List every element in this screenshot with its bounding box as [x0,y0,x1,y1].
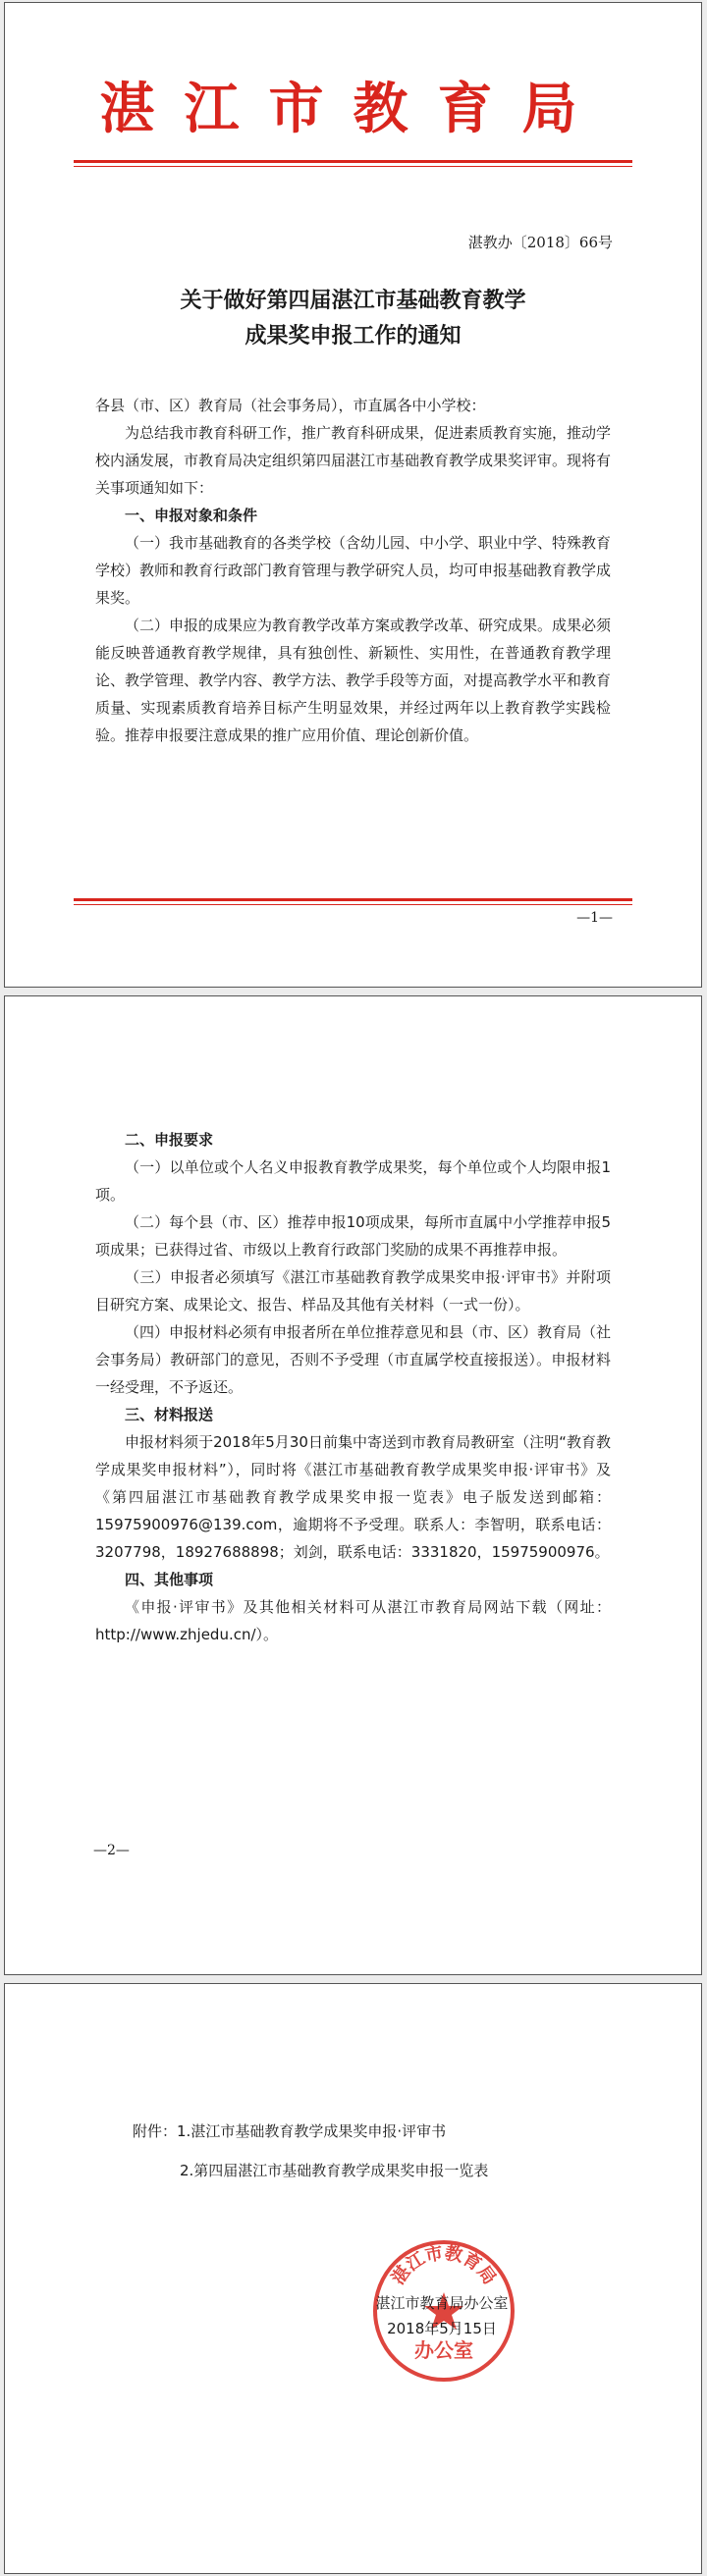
section2-paragraph-4: （四）申报材料必须有申报者所在单位推荐意见和县（市、区）教育局（社会事务局）教研部门的意见，否则不予受理（市直属学校直接报送）。申报材料一经受理，不予返还。 [95,1323,612,1396]
salutation: 各县（市、区）教育局（社会事务局），市直属各中小学校： [95,397,486,414]
document-number: 湛教办〔2018〕66号 [467,234,613,251]
red-rule-top [74,160,632,163]
red-rule-bottom-thin [74,904,632,905]
section3-heading: 三、材料报送 [125,1406,214,1423]
issue-date: 2018年5月15日 [387,2320,497,2337]
attachment-label: 附件： [133,2122,178,2140]
section3-paragraph-1: 申报材料须于2018年5月30日前集中寄送到市教育局教研室（注明“教育教学成果奖申报材料”），同时将《湛江市基础教育教学成果奖申报·评审书》及《第四届湛江市基础教育教学成果奖申报一览表》电子版发送到邮箱：15975900976@139.com，逾期将不予受理。联系人：李智明，联系电话：3207798，18927688898；刘剑，联系电话：3331820，15975900976。 [95,1433,611,1561]
document-title [5,283,701,353]
page-number: —2— [93,1843,130,1858]
attachments [133,2112,488,2190]
red-rule-bottom [74,898,632,901]
attachment-2: 2.第四届湛江市基础教育教学成果奖申报一览表 [180,2162,489,2179]
attachment-row-2 [133,2151,488,2190]
attachment-1: 1.湛江市基础教育教学成果奖申报·评审书 [177,2122,447,2140]
document-page-1 [4,2,702,988]
seal-text-top: 湛江市教育局 [388,2242,500,2289]
svg-text:湛江市教育局 [387,2242,500,2289]
page1-body [95,392,611,749]
section2-paragraph-2: （二）每个县（市、区）推荐申报10项成果，每所市直属中小学推荐申报5项成果；已获得过省、市级以上教育行政部门奖励的成果不再推荐申报。 [95,1213,611,1259]
intro-paragraph: 为总结我市教育科研工作，推广教育科研成果，促进素质教育实施，推动学校内涵发展，市教育局决定组织第四届湛江市基础教育教学成果奖评审。现将有关事项通知如下： [95,424,612,497]
section2-paragraph-3: （三）申报者必须填写《湛江市基础教育教学成果奖申报·评审书》并附项目研究方案、成果论文、报告、样品及其他有关材料（一式一份）。 [95,1268,611,1314]
attachment-row-1 [133,2112,488,2151]
section2-paragraph-1: （一）以单位或个人名义申报教育教学成果奖，每个单位或个人均限申报1项。 [95,1158,611,1204]
red-rule-top-thin [74,166,632,167]
title-line-1: 关于做好第四届湛江市基础教育教学 [180,288,526,313]
signature-block [358,2290,525,2341]
section1-paragraph-1: （一）我市基础教育的各类学校（含幼儿园、中小学、职业中学、特殊教育学校）教师和教育行政部门教育管理与教学研究人员，均可申报基础教育教学成果奖。 [95,534,612,607]
masthead-title: 湛江市教育局 [99,77,607,141]
document-page-2 [4,995,702,1975]
document-page-3 [4,1983,702,2574]
title-line-2: 成果奖申报工作的通知 [245,323,462,349]
section1-heading: 一、申报对象和条件 [125,507,258,524]
signatory: 湛江市教育局办公室 [375,2294,509,2312]
section2-heading: 二、申报要求 [125,1131,214,1149]
section4-paragraph-1: 《申报·评审书》及其他相关材料可从湛江市教育局网站下载（网址：http://www.zhjedu.cn/）。 [95,1598,611,1643]
seal-text-bottom: 办公室 [414,2338,473,2362]
page-number: —1— [576,910,613,926]
section1-paragraph-2: （二）申报的成果应为教育教学改革方案或教学改革、研究成果。成果必须能反映普通教育教学规律，具有独创性、新颖性、实用性，在普通教育教学理论、教学管理、教学内容、教学方法、教学手段等方面，对提高教学水平和教育质量、实现素质教育培养目标产生明显效果，并经过两年以上教育教学实践检验。推荐申报要注意成果的推广应用价值、理论创新价值。 [95,617,612,744]
section4-heading: 四、其他事项 [125,1571,214,1588]
page2-body [95,1126,611,1648]
